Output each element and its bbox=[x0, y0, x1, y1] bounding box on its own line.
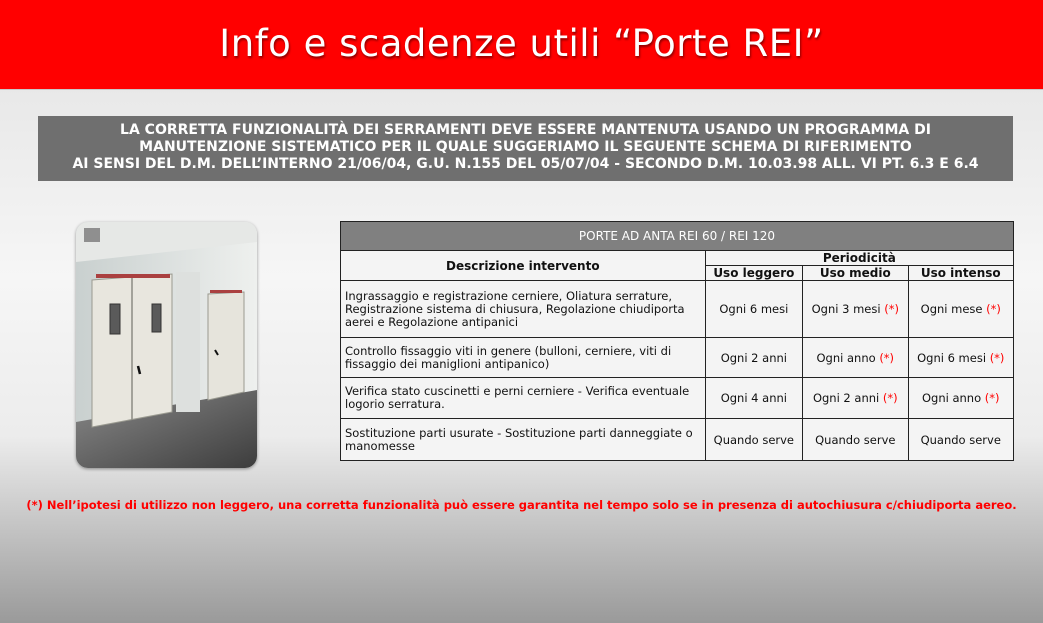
asterisk-note: (*) bbox=[882, 391, 898, 405]
notice-box bbox=[38, 116, 1013, 181]
cell-light-use: Ogni 2 anni bbox=[705, 338, 802, 378]
footnote bbox=[0, 498, 1043, 512]
asterisk-note: (*) bbox=[879, 350, 895, 365]
header-banner bbox=[0, 0, 1043, 90]
asterisk-note: (*) bbox=[986, 302, 1001, 316]
cell-description: Controllo fissaggio viti in genere (bulloni, cerniere, viti di fissaggio dei maniglioni antipanico) bbox=[341, 338, 706, 378]
footnote-text: Nell’ipotesi di utilizzo non leggero, una corretta funzionalità può essere garantita nel tempo solo se in presenza di autochiusura c/chiudiporta aereo. bbox=[42, 498, 1017, 512]
cell-light-use: Ogni 6 mesi bbox=[705, 281, 802, 338]
table-row bbox=[341, 338, 1014, 378]
footnote-asterisk: (*) bbox=[26, 498, 43, 512]
asterisk-note: (*) bbox=[884, 302, 899, 316]
asterisk-note: (*) bbox=[984, 391, 1000, 405]
cell-intense-use: Quando serve bbox=[908, 419, 1013, 461]
door-photo-icon bbox=[76, 222, 257, 468]
cell-light-use: Quando serve bbox=[705, 419, 802, 461]
table-row bbox=[341, 419, 1014, 461]
column-header-medium-use: Uso medio bbox=[803, 266, 908, 281]
column-header-light-use: Uso leggero bbox=[705, 266, 802, 281]
asterisk-note: (*) bbox=[989, 350, 1005, 365]
cell-description: Verifica stato cuscinetti e perni cerniere - Verifica eventuale logorio serratura. bbox=[341, 378, 706, 419]
column-header-description: Descrizione intervento bbox=[341, 251, 706, 281]
cell-description: Sostituzione parti usurate - Sostituzione parti danneggiate o manomesse bbox=[341, 419, 706, 461]
cell-description: Ingrassaggio e registrazione cerniere, Oliatura serrature, Registrazione sistema di chiusura, Regolazione chiudiporta aerei e Regolazione antipanici bbox=[341, 281, 706, 338]
cell-intense-use bbox=[908, 281, 1013, 338]
cell-medium-use bbox=[803, 281, 908, 338]
cell-medium-use bbox=[803, 378, 908, 419]
notice-line: AI SENSI DEL D.M. DELL’INTERNO 21/06/04, G.U. N.155 DEL 05/07/04 - SECONDO D.M. 10.03.98 ALL. VI PT. 6.3 E 6.4 bbox=[72, 156, 979, 172]
column-header-periodicity: Periodicità bbox=[705, 251, 1013, 266]
notice-line: LA CORRETTA FUNZIONALITÀ DEI SERRAMENTI DEVE ESSERE MANTENUTA USANDO UN PROGRAMMA DI bbox=[120, 122, 931, 138]
cell-intense-use bbox=[908, 338, 1013, 378]
cell-light-use: Ogni 4 anni bbox=[705, 378, 802, 419]
cell-value: Ogni anno bbox=[816, 350, 876, 365]
cell-medium-use bbox=[803, 338, 908, 378]
cell-value: Ogni mese bbox=[920, 302, 983, 316]
cell-intense-use bbox=[908, 378, 1013, 419]
maintenance-table bbox=[340, 221, 1014, 461]
page-title: Info e scadenze utili “Porte REI” bbox=[219, 22, 824, 65]
cell-value: Ogni 6 mesi bbox=[917, 350, 987, 365]
cell-value: Ogni 3 mesi bbox=[811, 302, 881, 316]
cell-value: Ogni anno bbox=[921, 391, 982, 405]
column-header-intense-use: Uso intenso bbox=[908, 266, 1013, 281]
table-row bbox=[341, 378, 1014, 419]
cell-medium-use: Quando serve bbox=[803, 419, 908, 461]
cell-value: Ogni 2 anni bbox=[812, 391, 880, 405]
table-row bbox=[341, 281, 1014, 338]
notice-line: MANUTENZIONE SISTEMATICO PER IL QUALE SUGGERIAMO IL SEGUENTE SCHEMA DI RIFERIMENTO bbox=[139, 139, 912, 155]
table-title: PORTE AD ANTA REI 60 / REI 120 bbox=[341, 222, 1014, 251]
